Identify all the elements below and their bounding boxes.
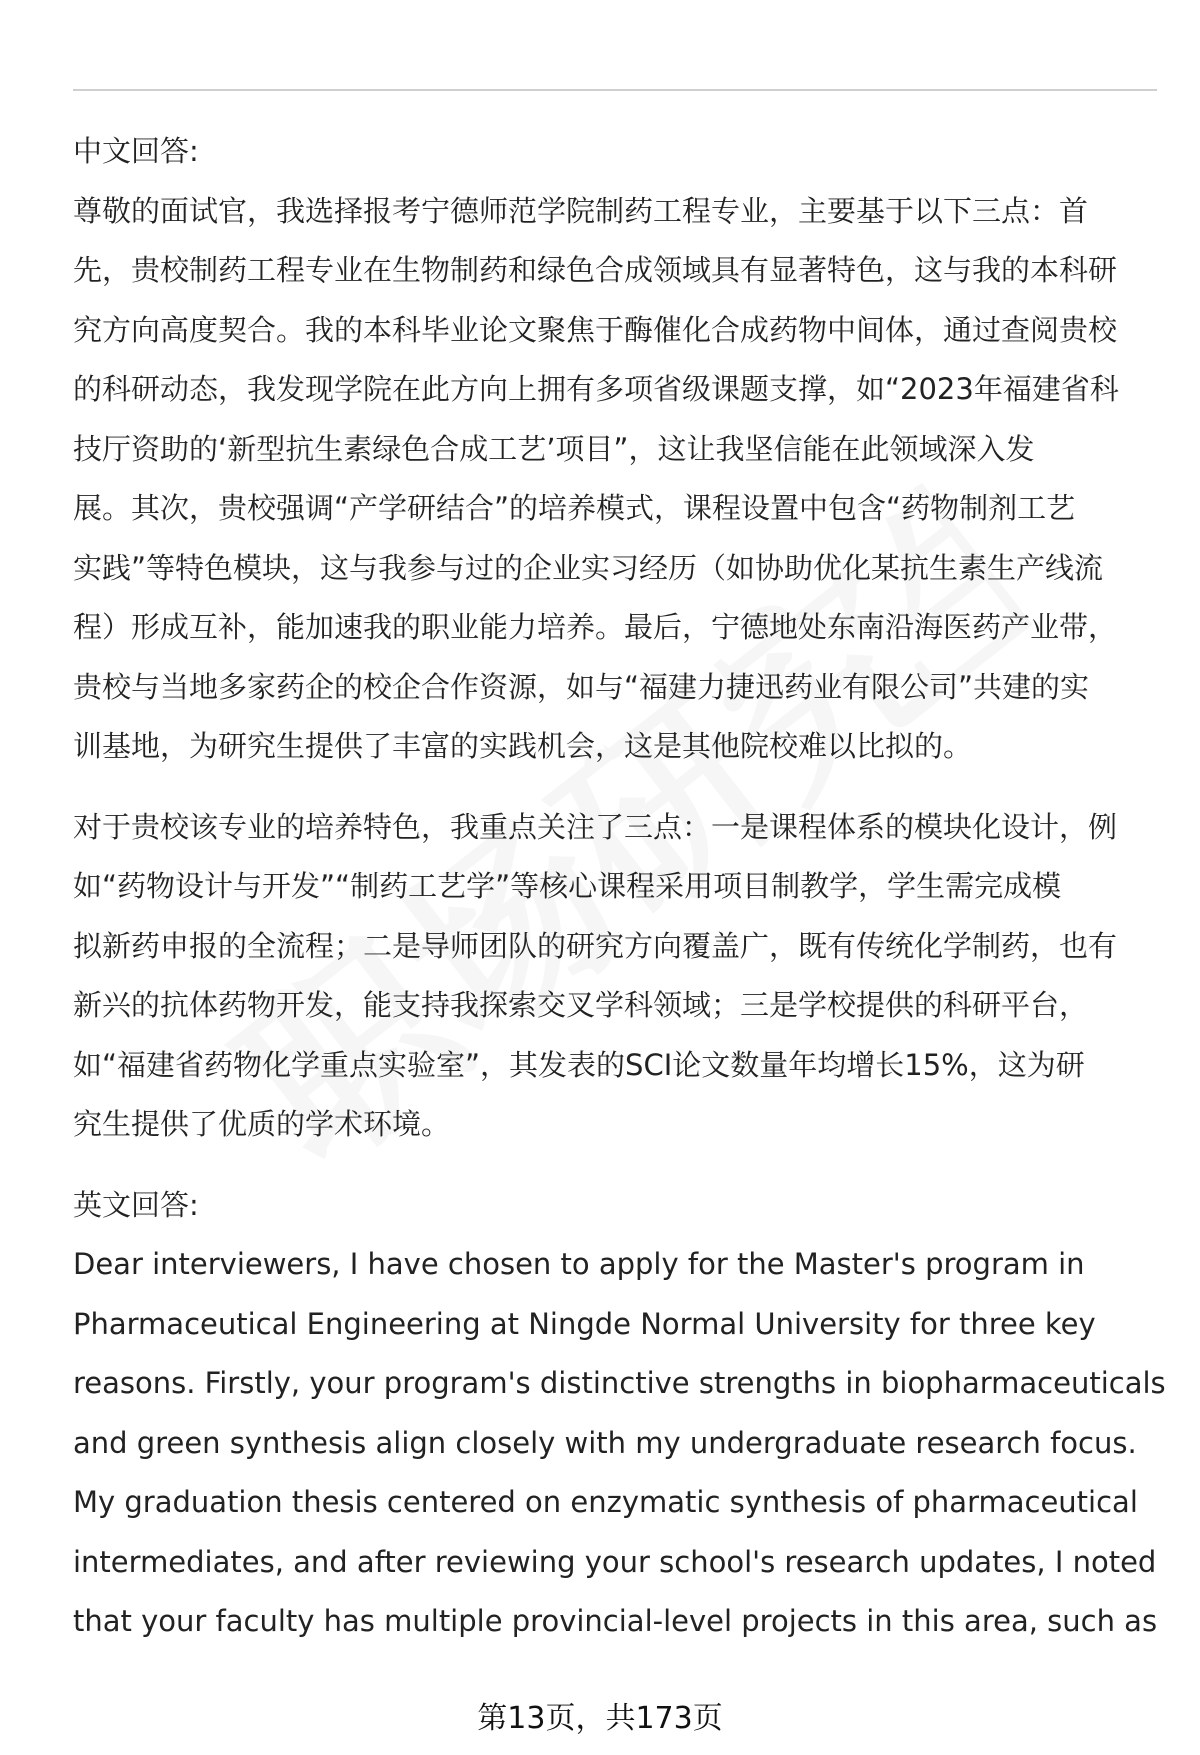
english-paragraph: [73, 1235, 1166, 1652]
text-line: 拟新药申报的全流程；二是导师团队的研究方向覆盖广，既有传统化学制药，也有: [73, 928, 1118, 963]
text-line: 展。其次，贵校强调“产学研结合”的培养模式，课程设置中包含“药物制剂工艺: [73, 491, 1076, 525]
text-line: and green synthesis align closely with my undergraduate research focus.: [73, 1425, 1137, 1460]
text-line: 究方向高度契合。我的本科毕业论文聚焦于酶催化合成药物中间体，通过查阅贵校: [73, 312, 1118, 347]
text-line: 实践”等特色模块，这与我参与过的企业实习经历（如协助优化某抗生素生产线流: [73, 550, 1104, 585]
text-line: 先，贵校制药工程专业在生物制药和绿色合成领域具有显著特色，这与我的本科研: [73, 253, 1118, 287]
text-line: Dear interviewers, I have chosen to apply for the Master's program in: [73, 1247, 1085, 1281]
text-line: 训基地，为研究生提供了丰富的实践机会，这是其他院校难以比拟的。: [73, 729, 973, 763]
text-line: reasons. Firstly, your program's distinctive strengths in biopharmaceuticals: [73, 1366, 1166, 1400]
chinese-answer-label: 中文回答:: [73, 134, 199, 168]
text-line: 新兴的抗体药物开发，能支持我探索交叉学科领域；三是学校提供的科研平台，: [73, 988, 1089, 1022]
text-line: 的科研动态，我发现学院在此方向上拥有多项省级课题支撑，如“2023年福建省科: [73, 372, 1119, 406]
text-line: My graduation thesis centered on enzymatic synthesis of pharmaceutical: [73, 1485, 1138, 1519]
text-line: 技厅资助的‘新型抗生素绿色合成工艺’项目”，这让我坚信能在此领域深入发: [73, 431, 1035, 466]
document-body: [73, 122, 1166, 1652]
text-line: 程）形成互补，能加速我的职业能力培养。最后，宁德地处东南沿海医药产业带，: [73, 610, 1118, 644]
text-line: intermediates, and after reviewing your school's research updates, I noted: [73, 1544, 1157, 1579]
text-line: 贵校与当地多家药企的校企合作资源，如与“福建力捷迅药业有限公司”共建的实: [73, 669, 1090, 704]
chinese-paragraph-2: [73, 798, 1159, 1155]
text-line: 如“福建省药物化学重点实验室”，其发表的SCI论文数量年均增长15%，这为研: [73, 1047, 1085, 1082]
english-answer-label: 英文回答:: [73, 1187, 199, 1222]
text-line: 尊敬的面试官，我选择报考宁德师范学院制药工程专业，主要基于以下三点：首: [73, 193, 1089, 228]
header-divider: [73, 89, 1157, 91]
text-line: 对于贵校该专业的培养特色，我重点关注了三点：一是课程体系的模块化设计，例: [73, 809, 1118, 844]
text-line: that your faculty has multiple provincial-level projects in this area, such as: [73, 1604, 1158, 1638]
text-line: 究生提供了优质的学术环境。: [73, 1107, 451, 1141]
text-line: Pharmaceutical Engineering at Ningde Normal University for three key: [73, 1306, 1096, 1341]
chinese-paragraph-1: [73, 182, 1159, 777]
page-number-footer: 第13页，共173页: [477, 1701, 723, 1736]
paragraph-spacer: [73, 1155, 1159, 1176]
text-line: 如“药物设计与开发”“制药工艺学”等核心课程采用项目制教学，学生需完成模: [73, 869, 1062, 903]
paragraph-spacer: [73, 777, 1159, 798]
